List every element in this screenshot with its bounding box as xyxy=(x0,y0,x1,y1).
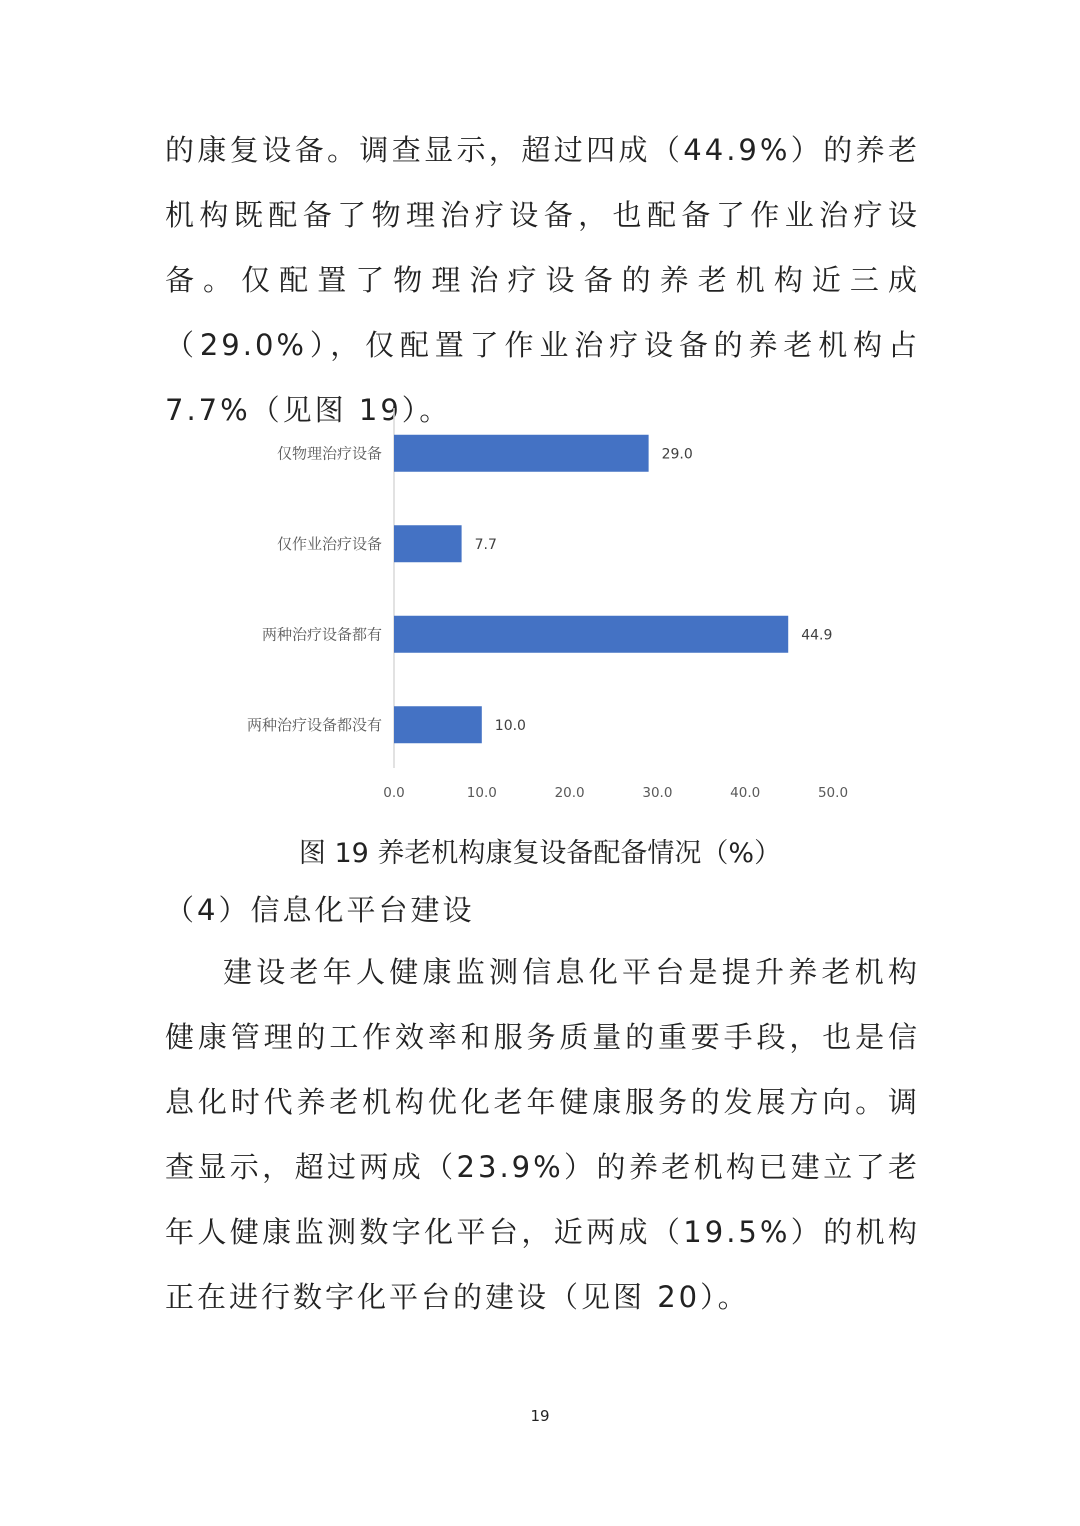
category-label-2: 仅作业治疗设备 xyxy=(276,534,382,553)
category-label-4: 两种治疗设备都没有 xyxy=(246,715,382,734)
bar-2 xyxy=(394,525,462,562)
category-label-3: 两种治疗设备都有 xyxy=(261,625,382,644)
value-label-2: 7.7 xyxy=(474,536,497,553)
x-tick-label-3: 20.0 xyxy=(554,785,585,801)
body-paragraph: 建设老年人健康监测信息化平台是提升养老机构健康管理的工作效率和服务质量的重要手段，也是信息化时代养老机构优化老年健康服务的发展方向。调查显示，超过两成（23.9%）的养老机构已建立了老年人健康监测数字化平台，近两成（19.5%）的机构正在进行数字化平台的建设（见图 20）。 xyxy=(165,955,920,1314)
category-label-1: 仅物理治疗设备 xyxy=(276,444,382,463)
x-tick-label-2: 10.0 xyxy=(466,785,497,801)
x-ticks-group xyxy=(383,785,848,801)
x-tick-label-5: 40.0 xyxy=(730,785,761,801)
x-tick-label-1: 0.0 xyxy=(383,785,405,801)
value-label-3: 44.9 xyxy=(801,627,833,644)
value-label-1: 29.0 xyxy=(661,446,693,463)
x-tick-label-6: 50.0 xyxy=(817,785,849,801)
page-number: 19 xyxy=(530,1407,550,1425)
section-heading: （4）信息化平台建设 xyxy=(165,893,475,927)
intro-paragraph: 的康复设备。调查显示，超过四成（44.9%）的养老机构既配备了物理治疗设备，也配备了作业治疗设备。仅配置了物理治疗设备的养老机构近三成（29.0%），仅配置了作业治疗设备的养老机构占 7.7%（见图 19）。 xyxy=(165,133,920,427)
x-tick-label-4: 30.0 xyxy=(642,785,673,801)
value-label-4: 10.0 xyxy=(494,717,526,734)
figure-caption: 图 19 养老机构康复设备配备情况（%） xyxy=(298,838,782,869)
equipment-bar-chart xyxy=(0,395,1080,815)
bar-3 xyxy=(394,616,788,653)
bar-4 xyxy=(394,706,482,743)
bar-1 xyxy=(394,435,649,472)
bars-group xyxy=(394,435,788,744)
labels-group xyxy=(247,444,832,734)
